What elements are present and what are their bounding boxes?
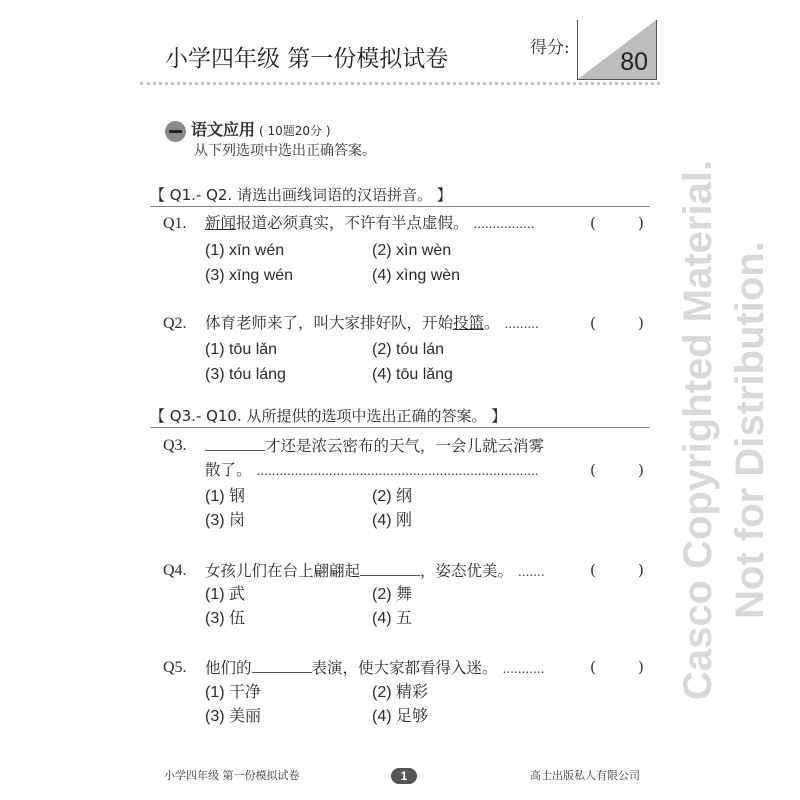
stem-text: 他们的	[205, 659, 252, 677]
question-stem	[205, 436, 544, 456]
option[interactable]: (4) 刚	[372, 512, 413, 529]
option[interactable]: (4) 足够	[372, 708, 429, 725]
option[interactable]: (1) 武	[205, 586, 246, 603]
answer-paren-close: )	[638, 214, 644, 232]
option[interactable]: (4) 五	[372, 610, 413, 627]
group-heading-q3-q10: 【 Q3.- Q10. 从所提供的选项中选出正确的答案。 】	[150, 407, 507, 425]
option[interactable]: (2) tóu lán	[372, 341, 445, 358]
footer-publisher: 高士出版私人有限公司	[530, 769, 640, 782]
leader-dots: .........	[504, 317, 539, 331]
option[interactable]: (1) xīn wén	[205, 242, 285, 259]
question-stem	[205, 561, 545, 581]
section-points: ( 10题20分 )	[259, 124, 331, 138]
option[interactable]: (2) xìn wèn	[372, 242, 452, 259]
section-title-text: 语文应用	[191, 120, 256, 139]
answer-paren-close: )	[638, 314, 644, 332]
stem-text: 才还是浓云密布的天气，一会儿就云消雾	[265, 437, 545, 455]
option[interactable]: (3) tóu láng	[205, 366, 286, 383]
answer-paren-open[interactable]: (	[590, 314, 596, 332]
watermark-line-2: Not for Distribution.	[728, 241, 772, 619]
leader-dots: ..........................................................................	[256, 464, 539, 478]
option[interactable]: (3) 美丽	[205, 708, 262, 725]
answer-paren-close: )	[638, 461, 644, 479]
option[interactable]: (1) tōu lǎn	[205, 341, 278, 358]
option[interactable]: (4) tōu lǎng	[372, 366, 453, 383]
question-number: Q1.	[163, 215, 187, 232]
leader-dots: ................	[473, 217, 535, 231]
question-number: Q5.	[163, 659, 187, 676]
question-stem-line-2	[205, 461, 539, 480]
option[interactable]: (2) 纲	[372, 488, 413, 505]
section-instruction: 从下列选项中选出正确答案。	[194, 143, 376, 159]
answer-paren-open[interactable]: (	[590, 658, 596, 676]
watermark	[672, 100, 776, 760]
fill-blank[interactable]	[360, 561, 420, 576]
heading-rule	[150, 206, 650, 207]
option[interactable]: (4) xìng wèn	[372, 267, 461, 284]
option[interactable]: (3) xīng wén	[205, 267, 294, 284]
score-value: 80	[620, 48, 648, 76]
option[interactable]: (2) 精彩	[372, 684, 429, 701]
underlined-word: 新闻	[205, 214, 237, 232]
section-title	[191, 120, 331, 139]
watermark-line-1: Casco Copyrighted Material.	[676, 159, 720, 701]
stem-text: 女孩儿们在台上翩翩起	[205, 562, 361, 580]
heading-rule	[150, 427, 650, 428]
question-number: Q4.	[163, 562, 187, 579]
answer-paren-open[interactable]: (	[590, 461, 596, 479]
fill-blank[interactable]	[205, 436, 265, 451]
question-stem	[205, 658, 544, 678]
option[interactable]: (1) 钢	[205, 488, 246, 505]
page-number: 1	[391, 768, 417, 784]
section-number-badge	[165, 121, 186, 142]
stem-text: 。	[484, 314, 500, 332]
option[interactable]: (3) 岗	[205, 512, 246, 529]
stem-text: 散了。	[205, 461, 252, 479]
question-number: Q3.	[163, 437, 187, 454]
option[interactable]: (3) 伍	[205, 610, 246, 627]
stem-text: ，姿态优美。	[420, 562, 514, 580]
question-stem	[205, 214, 535, 233]
option[interactable]: (1) 干净	[205, 684, 262, 701]
dotted-divider	[140, 82, 660, 85]
page-title: 小学四年级 第一份模拟试卷	[165, 46, 449, 72]
answer-paren-open[interactable]: (	[590, 214, 596, 232]
score-box	[577, 20, 657, 80]
underlined-word: 投篮	[453, 314, 485, 332]
leader-dots: ...........	[502, 662, 545, 676]
footer-title: 小学四年级 第一份模拟试卷	[164, 769, 300, 782]
leader-dots: .......	[517, 565, 545, 579]
stem-text: 表演，使大家都看得入迷。	[311, 659, 498, 677]
stem-text: 报道必须真实，不许有半点虚假。	[236, 214, 469, 232]
stem-text: 体育老师来了，叫大家排好队，开始	[205, 314, 454, 332]
score-label: 得分:	[530, 38, 570, 58]
option[interactable]: (2) 舞	[372, 586, 413, 603]
fill-blank[interactable]	[252, 658, 312, 673]
question-stem	[205, 314, 539, 333]
answer-paren-close: )	[638, 561, 644, 579]
group-heading-q1-q2: 【 Q1.- Q2. 请选出画线词语的汉语拼音。 】	[150, 186, 452, 204]
answer-paren-close: )	[638, 658, 644, 676]
question-number: Q2.	[163, 315, 187, 332]
answer-paren-open[interactable]: (	[590, 561, 596, 579]
